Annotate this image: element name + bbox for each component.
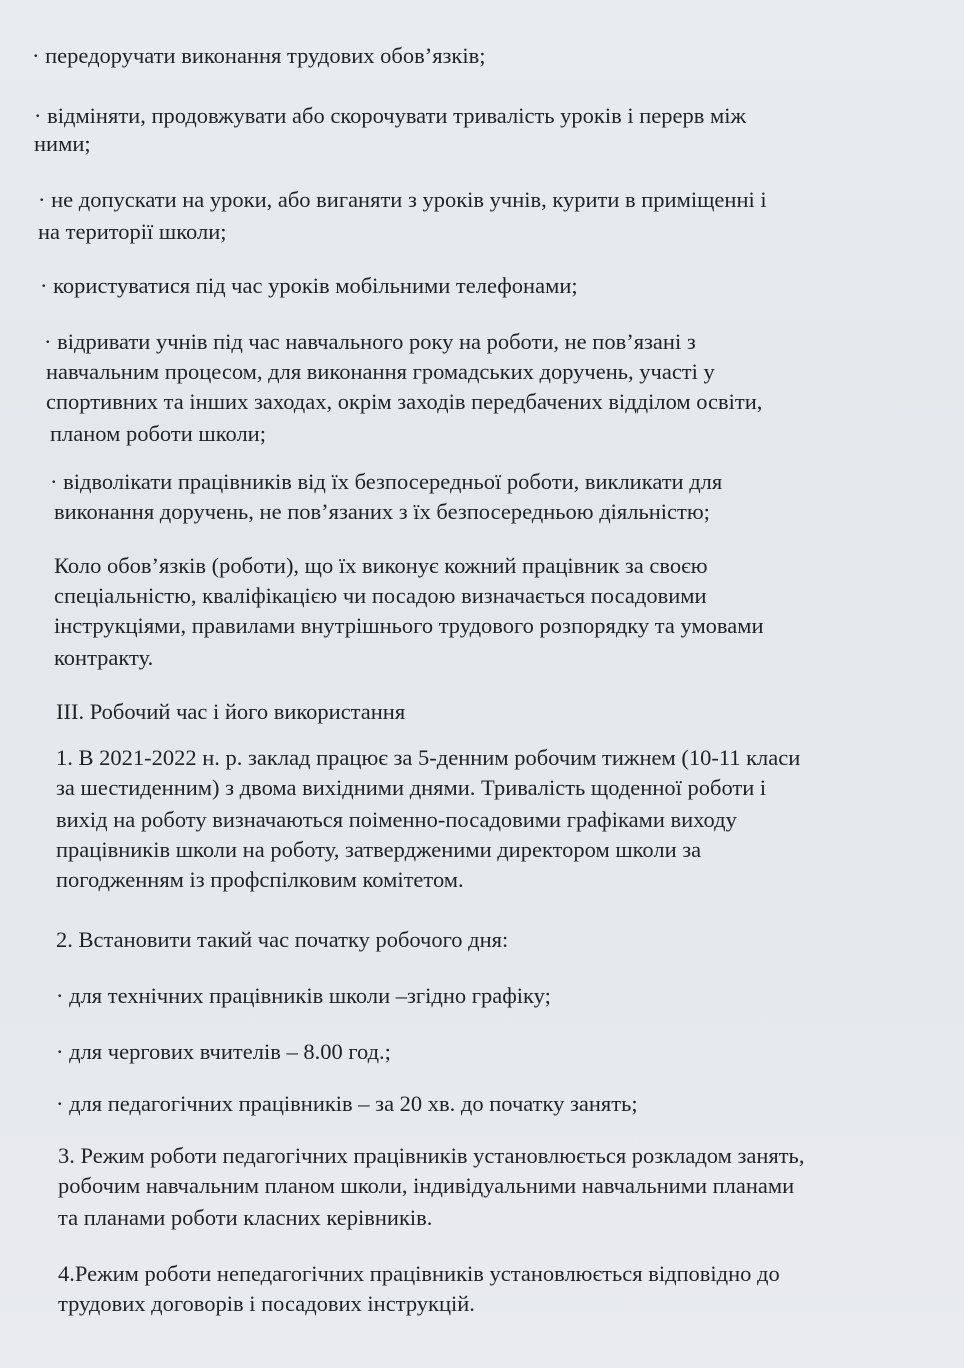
text-line-31: трудових договорів і посадових інструкцій. [58, 1291, 475, 1316]
text-line-29: та планами роботи класних керівників. [58, 1205, 433, 1230]
text-line-14: спеціальністю, кваліфікацією чи посадою визначається посадовими [54, 583, 707, 608]
text-line-4: · не допускати на уроки, або виганяти з уроків учнів, курити в приміщенні і [38, 187, 767, 212]
text-line-22: погодженням із профспілковим комітетом. [56, 867, 464, 892]
text-line-10: планом роботи школи; [50, 421, 266, 446]
text-line-9: спортивних та інших заходах, окрім заходів передбачених відділом освіти, [46, 389, 763, 414]
text-line-26: · для педагогічних працівників – за 20 хв. до початку занять; [56, 1091, 638, 1116]
text-line-25: · для чергових вчителів – 8.00 год.; [56, 1039, 391, 1064]
text-line-13: Коло обов’язків (роботи), що їх виконує кожний працівник за своєю [54, 553, 708, 578]
text-line-20: вихід на роботу визначаються поіменно-посадовими графіками виходу [56, 807, 737, 832]
text-line-19: за шестиденним) з двома вихідними днями. Тривалість щоденної роботи і [56, 775, 767, 800]
text-line-5: на території школи; [38, 219, 227, 244]
text-line-12: виконання доручень, не пов’язаних з їх безпосередньою діяльністю; [54, 499, 710, 524]
section-heading: ІІІ. Робочий час і його використання [56, 699, 406, 724]
text-line-8: навчальним процесом, для виконання громадських доручень, участі у [46, 359, 715, 384]
text-line-7: · відривати учнів під час навчального року на роботи, не пов’язані з [44, 329, 696, 354]
text-line-11: · відволікати працівників від їх безпосередньої роботи, викликати для [50, 469, 723, 494]
text-line-15: інструкціями, правилами внутрішнього трудового розпорядку та умовами [54, 613, 764, 638]
text-line-1: · передоручати виконання трудових обов’язків; [32, 43, 486, 68]
text-line-28: робочим навчальним планом школи, індивідуальними навчальними планами [58, 1173, 795, 1198]
text-line-27: 3. Режим роботи педагогічних працівників установлюється розкладом занять, [58, 1143, 805, 1168]
text-line-23: 2. Встановити такий час початку робочого дня: [56, 927, 509, 952]
text-line-16: контракту. [54, 645, 154, 670]
text-line-2: · відміняти, продовжувати або скорочувати тривалість уроків і перерв між [34, 103, 747, 128]
text-line-18: 1. В 2021-2022 н. р. заклад працює за 5-денним робочим тижнем (10-11 класи [56, 745, 801, 770]
text-line-24: · для технічних працівників школи –згідно графіку; [56, 983, 551, 1008]
text-line-21: працівників школи на роботу, затвердженими директором школи за [56, 837, 702, 862]
text-line-3: ними; [34, 131, 91, 156]
text-line-30: 4.Режим роботи непедагогічних працівників установлюється відповідно до [58, 1261, 780, 1286]
text-line-6: · користуватися під час уроків мобільними телефонами; [40, 273, 578, 298]
